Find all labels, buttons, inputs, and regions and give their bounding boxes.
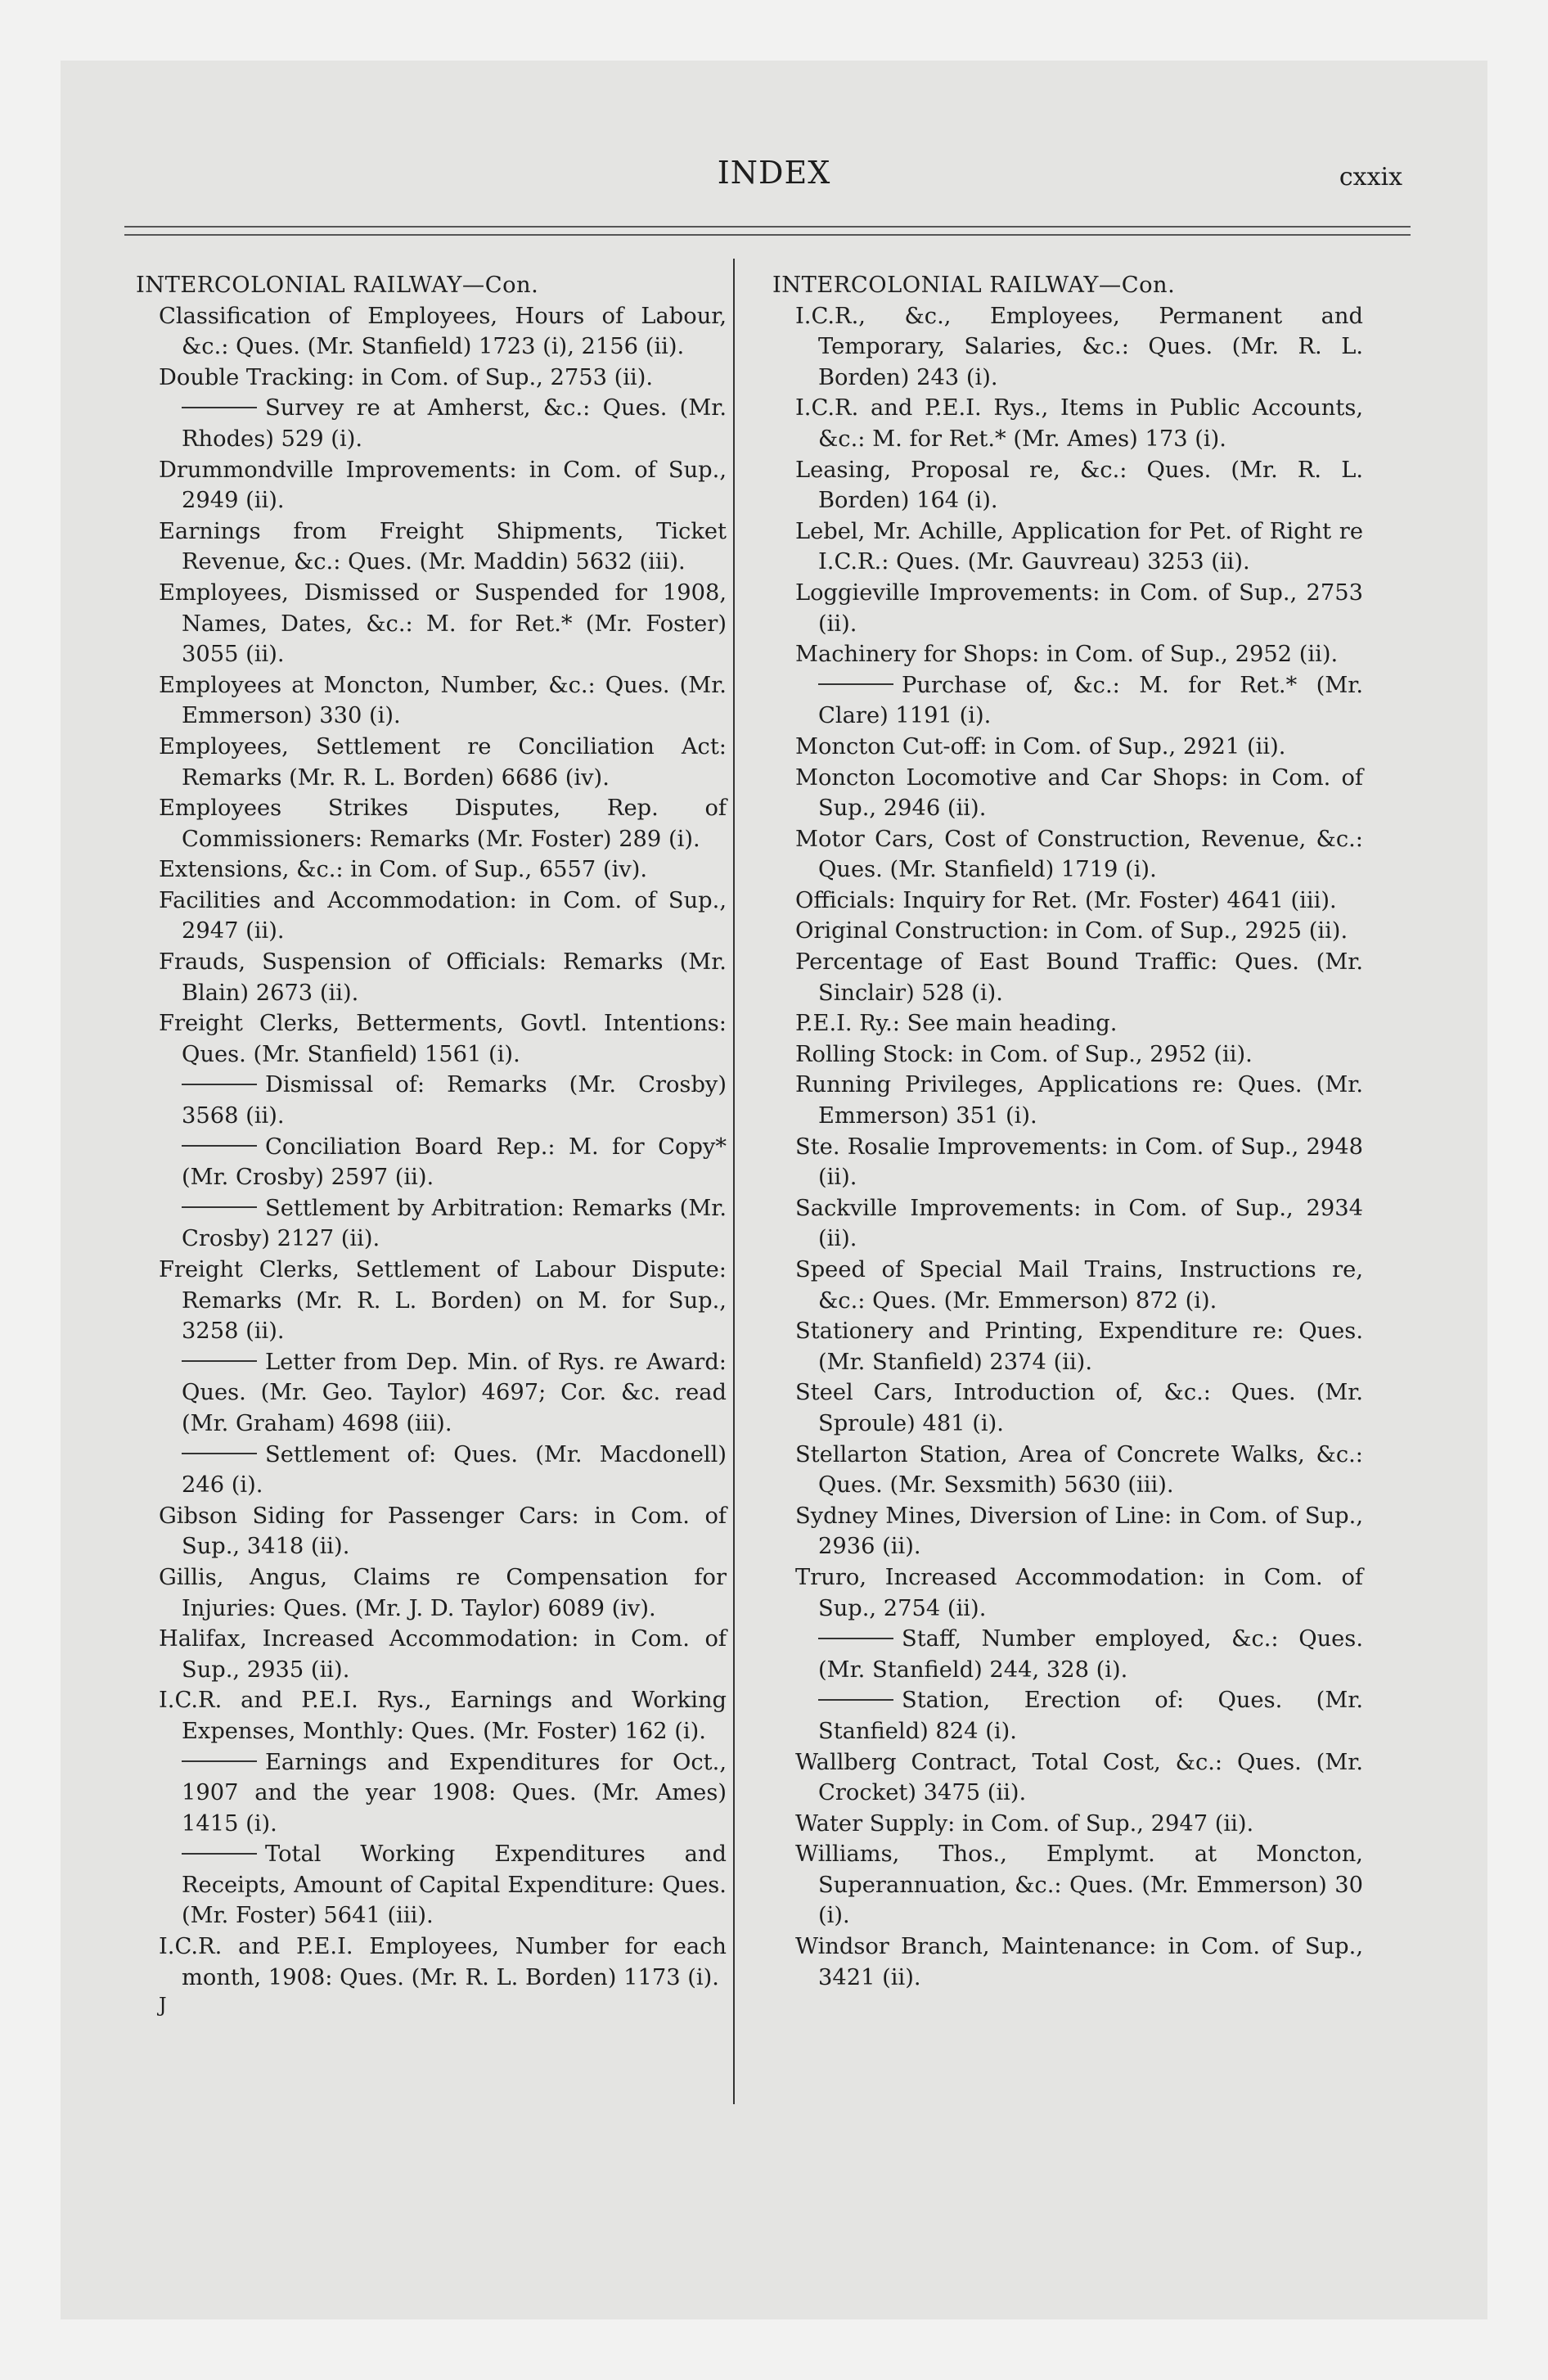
- index-entry: [136, 1685, 727, 1747]
- left-entry-list: [136, 301, 727, 1994]
- entry-text: Station, Erection of: Ques. (Mr. Stanfield) 824 (i).: [818, 1688, 1363, 1744]
- entry-text: Gibson Siding for Passenger Cars: in Com. of Sup., 3418 (ii).: [159, 1503, 727, 1560]
- index-entry: [136, 363, 727, 394]
- entry-text: Moncton Cut-off: in Com. of Sup., 2921 (ii).: [795, 733, 1286, 760]
- page-title: INDEX: [717, 155, 831, 191]
- index-entry: [772, 1377, 1363, 1439]
- entry-text: Machinery for Shops: in Com. of Sup., 2952 (ii).: [795, 642, 1339, 668]
- index-entry: [772, 1008, 1363, 1039]
- index-entry: [772, 1839, 1363, 1931]
- entry-text: Percentage of East Bound Traffic: Ques. (Mr. Sinclair) 528 (i).: [795, 949, 1363, 1006]
- entry-text: Total Working Expenditures and Receipts, Amount of Capital Expenditure: Ques. (Mr. Foster) 5641 (iii).: [182, 1841, 727, 1929]
- index-subentry: [772, 1624, 1363, 1685]
- index-subentry: [136, 393, 727, 454]
- entry-text: Steel Cars, Introduction of, &c.: Ques. (Mr. Sproule) 481 (i).: [795, 1380, 1363, 1436]
- entry-text: Speed of Special Mail Trains, Instructions re, &c.: Ques. (Mr. Emmerson) 872 (i).: [795, 1257, 1363, 1314]
- index-subentry: [772, 670, 1363, 732]
- index-subentry: [136, 1132, 727, 1193]
- index-entry: [136, 854, 727, 886]
- entry-text: Drummondville Improvements: in Com. of Sup., 2949 (ii).: [159, 457, 727, 514]
- index-entry: [136, 301, 727, 363]
- index-page: [61, 61, 1487, 2319]
- index-entry: [136, 670, 727, 732]
- entry-text: Extensions, &c.: in Com. of Sup., 6557 (iv).: [159, 857, 648, 883]
- entry-text: Double Tracking: in Com. of Sup., 2753 (ii).: [159, 364, 654, 390]
- index-entry: [772, 1039, 1363, 1071]
- ditto-dash: [182, 1453, 257, 1454]
- index-subentry: [136, 1070, 727, 1131]
- index-entry: [772, 1132, 1363, 1193]
- entry-text: Employees at Moncton, Number, &c.: Ques. (Mr. Emmerson) 330 (i).: [159, 672, 727, 729]
- entry-text: Staff, Number employed, &c.: Ques. (Mr. Stanfield) 244, 328 (i).: [818, 1626, 1363, 1683]
- index-entry: [772, 639, 1363, 670]
- index-subentry: [136, 1839, 727, 1931]
- index-entry: [772, 516, 1363, 578]
- entry-text: Officials: Inquiry for Ret. (Mr. Foster) 4641 (iii).: [795, 887, 1337, 913]
- index-entry: [136, 1624, 727, 1685]
- header-rule-bottom: [124, 234, 1411, 236]
- entry-text: Letter from Dep. Min. of Rys. re Award: Ques. (Mr. Geo. Taylor) 4697; Cor. &c. read (Mr. Graham) 4698 (iii).: [182, 1349, 727, 1436]
- index-entry: [772, 1316, 1363, 1377]
- entry-text: Loggieville Improvements: in Com. of Sup., 2753 (ii).: [795, 579, 1363, 637]
- index-entry: [772, 824, 1363, 886]
- index-subentry: [136, 1347, 727, 1440]
- ditto-dash: [182, 1360, 257, 1362]
- index-entry: [136, 886, 727, 947]
- entry-text: Dismissal of: Remarks (Mr. Crosby) 3568 (ii).: [182, 1072, 727, 1129]
- entry-text: Freight Clerks, Betterments, Govtl. Intentions: Ques. (Mr. Stanfield) 1561 (i).: [159, 1011, 727, 1067]
- index-entry: [772, 1255, 1363, 1316]
- entry-text: Sydney Mines, Diversion of Line: in Com. of Sup., 2936 (ii).: [795, 1503, 1363, 1560]
- index-subentry: [136, 1193, 727, 1255]
- entry-text: Running Privileges, Applications re: Ques. (Mr. Emmerson) 351 (i).: [795, 1072, 1363, 1129]
- index-subentry: [136, 1747, 727, 1840]
- entry-text: Purchase of, &c.: M. for Ret.* (Mr. Clare) 1191 (i).: [818, 672, 1363, 729]
- index-entry: [136, 455, 727, 516]
- index-entry: [136, 793, 727, 854]
- entry-text: Original Construction: in Com. of Sup., 2925 (ii).: [795, 918, 1348, 944]
- entry-text: Earnings from Freight Shipments, Ticket Revenue, &c.: Ques. (Mr. Maddin) 5632 (iii).: [159, 518, 727, 575]
- entry-text: I.C.R., &c., Employees, Permanent and Temporary, Salaries, &c.: Ques. (Mr. R. L. Borden) 243 (i).: [795, 303, 1363, 390]
- page-number: cxxix: [1339, 163, 1402, 192]
- entry-text: Water Supply: in Com. of Sup., 2947 (ii).: [795, 1810, 1254, 1837]
- index-entry: [772, 301, 1363, 394]
- entry-text: P.E.I. Ry.: See main heading.: [795, 1011, 1118, 1037]
- right-entry-list: [772, 301, 1363, 1994]
- entry-text: Survey re at Amherst, &c.: Ques. (Mr. Rhodes) 529 (i).: [182, 395, 727, 452]
- signature-mark: J: [159, 1994, 167, 2017]
- entry-text: Settlement by Arbitration: Remarks (Mr. Crosby) 2127 (ii).: [182, 1195, 727, 1252]
- column-divider: [733, 259, 735, 2104]
- header-rule-top: [124, 226, 1411, 228]
- index-entry: [136, 1501, 727, 1562]
- column-heading: INTERCOLONIAL RAILWAY—Con.: [136, 273, 539, 298]
- entry-text: Employees, Settlement re Conciliation Act: Remarks (Mr. R. L. Borden) 6686 (iv).: [159, 733, 727, 791]
- index-entry: [136, 516, 727, 578]
- entry-text: Moncton Locomotive and Car Shops: in Com. of Sup., 2946 (ii).: [795, 764, 1363, 822]
- index-entry: [136, 732, 727, 793]
- entry-text: Rolling Stock: in Com. of Sup., 2952 (ii).: [795, 1041, 1253, 1067]
- index-entry: [772, 1070, 1363, 1131]
- index-entry: [136, 1562, 727, 1624]
- entry-text: Employees, Dismissed or Suspended for 1908, Names, Dates, &c.: M. for Ret.* (Mr. Foster) 3055 (ii).: [159, 579, 727, 668]
- entry-text: Gillis, Angus, Claims re Compensation for Injuries: Ques. (Mr. J. D. Taylor) 6089 (iv).: [159, 1564, 727, 1621]
- entry-text: Stellarton Station, Area of Concrete Walks, &c.: Ques. (Mr. Sexsmith) 5630 (iii).: [795, 1441, 1363, 1499]
- index-entry: [772, 1747, 1363, 1809]
- entry-text: Conciliation Board Rep.: M. for Copy* (Mr. Crosby) 2597 (ii).: [182, 1134, 727, 1191]
- ditto-dash: [182, 1853, 257, 1855]
- entry-text: Lebel, Mr. Achille, Application for Pet. of Right re I.C.R.: Ques. (Mr. Gauvreau) 3253 (ii).: [795, 518, 1363, 575]
- index-entry: [136, 1255, 727, 1347]
- index-entry: [772, 947, 1363, 1008]
- entry-text: I.C.R. and P.E.I. Employees, Number for each month, 1908: Ques. (Mr. R. L. Borden) 1173 (i).: [159, 1934, 727, 1990]
- entry-text: Ste. Rosalie Improvements: in Com. of Sup., 2948 (ii).: [795, 1134, 1363, 1191]
- entry-text: Leasing, Proposal re, &c.: Ques. (Mr. R. L. Borden) 164 (i).: [795, 457, 1363, 514]
- ditto-dash: [182, 1206, 257, 1208]
- ditto-dash: [818, 683, 893, 685]
- index-entry: [772, 732, 1363, 763]
- entry-text: Frauds, Suspension of Officials: Remarks (Mr. Blain) 2673 (ii).: [159, 949, 727, 1006]
- entry-text: Settlement of: Ques. (Mr. Macdonell) 246 (i).: [182, 1441, 727, 1499]
- ditto-dash: [182, 1145, 257, 1147]
- index-entry: [772, 1440, 1363, 1501]
- ditto-dash: [182, 407, 257, 408]
- entry-text: I.C.R. and P.E.I. Rys., Earnings and Working Expenses, Monthly: Ques. (Mr. Foster) 162 (i).: [159, 1688, 727, 1744]
- index-entry: [772, 393, 1363, 454]
- entry-text: Williams, Thos., Emplymt. at Moncton, Superannuation, &c.: Ques. (Mr. Emmerson) 30 (i).: [795, 1841, 1363, 1929]
- index-entry: [772, 1931, 1363, 1993]
- entry-text: Motor Cars, Cost of Construction, Revenue, &c.: Ques. (Mr. Stanfield) 1719 (i).: [795, 826, 1363, 883]
- ditto-dash: [182, 1084, 257, 1085]
- entry-text: Windsor Branch, Maintenance: in Com. of Sup., 3421 (ii).: [795, 1934, 1363, 1990]
- right-column: [772, 270, 1363, 1993]
- entry-text: I.C.R. and P.E.I. Rys., Items in Public Accounts, &c.: M. for Ret.* (Mr. Ames) 173 (i).: [795, 395, 1363, 452]
- index-entry: [772, 763, 1363, 824]
- index-entry: [772, 578, 1363, 639]
- index-subentry: [136, 1440, 727, 1501]
- index-entry: [772, 1193, 1363, 1255]
- column-heading: INTERCOLONIAL RAILWAY—Con.: [772, 273, 1176, 298]
- index-entry: [136, 578, 727, 670]
- index-entry: [772, 1501, 1363, 1562]
- index-entry: [772, 455, 1363, 516]
- entry-text: Classification of Employees, Hours of Labour, &c.: Ques. (Mr. Stanfield) 1723 (i), 2156 (ii).: [159, 303, 727, 360]
- entry-text: Facilities and Accommodation: in Com. of Sup., 2947 (ii).: [159, 887, 727, 944]
- index-entry: [136, 1931, 727, 1993]
- entry-text: Sackville Improvements: in Com. of Sup., 2934 (ii).: [795, 1195, 1363, 1252]
- entry-text: Earnings and Expenditures for Oct., 1907 and the year 1908: Ques. (Mr. Ames) 1415 (i).: [182, 1749, 727, 1837]
- ditto-dash: [818, 1699, 893, 1701]
- index-entry: [136, 1008, 727, 1070]
- index-entry: [772, 916, 1363, 947]
- entry-text: Freight Clerks, Settlement of Labour Dispute: Remarks (Mr. R. L. Borden) on M. for Sup., 3258 (ii).: [159, 1257, 727, 1345]
- index-entry: [136, 947, 727, 1008]
- ditto-dash: [818, 1638, 893, 1639]
- entry-text: Wallberg Contract, Total Cost, &c.: Ques. (Mr. Crocket) 3475 (ii).: [795, 1749, 1363, 1806]
- entry-text: Truro, Increased Accommodation: in Com. of Sup., 2754 (ii).: [795, 1564, 1363, 1621]
- index-subentry: [772, 1685, 1363, 1747]
- entry-text: Stationery and Printing, Expenditure re: Ques. (Mr. Stanfield) 2374 (ii).: [795, 1318, 1363, 1375]
- index-entry: [772, 886, 1363, 917]
- index-entry: [772, 1562, 1363, 1624]
- entry-text: Employees Strikes Disputes, Rep. of Commissioners: Remarks (Mr. Foster) 289 (i).: [159, 796, 727, 852]
- left-column: [136, 270, 727, 2017]
- entry-text: Halifax, Increased Accommodation: in Com. of Sup., 2935 (ii).: [159, 1626, 727, 1683]
- ditto-dash: [182, 1760, 257, 1762]
- index-entry: [772, 1809, 1363, 1840]
